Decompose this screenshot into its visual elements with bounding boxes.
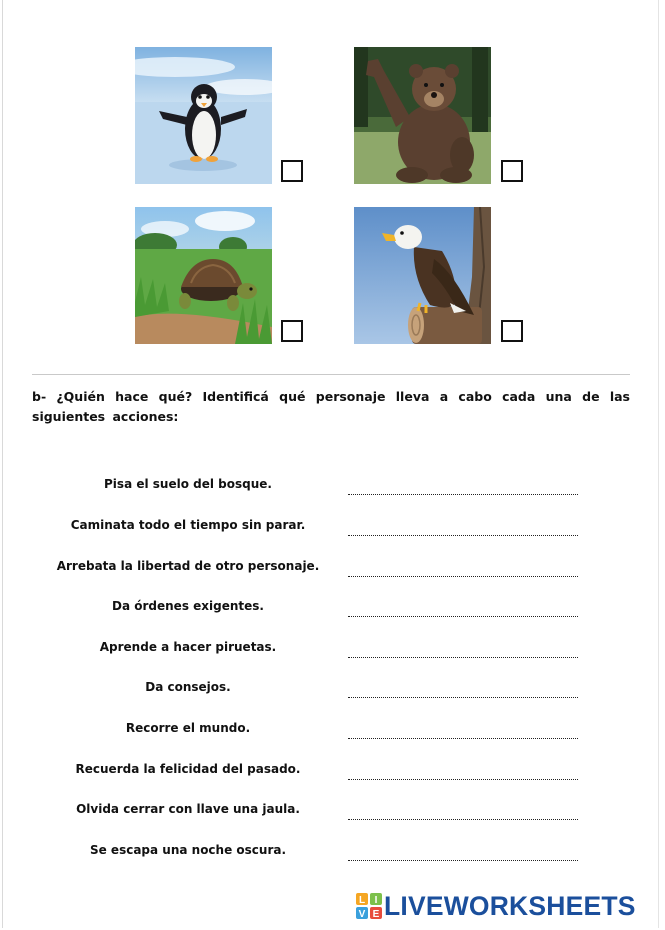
svg-text:V: V <box>358 909 366 919</box>
turtle-image <box>135 207 272 344</box>
eagle-checkbox[interactable] <box>501 320 523 342</box>
answer-field[interactable] <box>348 722 578 739</box>
answer-field[interactable] <box>348 600 578 617</box>
answer-field[interactable] <box>348 763 578 780</box>
svg-text:L: L <box>358 895 366 906</box>
question-heading: b- ¿Quién hace qué? Identificá qué personaje lleva a cabo cada una de las siguientes acciones: <box>32 389 630 424</box>
bear-image <box>354 47 491 184</box>
action-row <box>32 800 630 820</box>
answer-field[interactable] <box>348 641 578 658</box>
page-border <box>2 0 659 928</box>
action-text: Caminata todo el tiempo sin parar. <box>70 518 306 532</box>
answer-field[interactable] <box>348 478 578 495</box>
action-text: Olvida cerrar con llave una jaula. <box>76 802 300 816</box>
action-text: Aprende a hacer piruetas. <box>99 640 277 654</box>
brand-name: LIVEWORKSHEETS <box>384 891 636 921</box>
action-row <box>32 557 630 577</box>
svg-text:I: I <box>374 895 378 906</box>
action-text: Pisa el suelo del bosque. <box>104 477 272 491</box>
action-text: Recorre el mundo. <box>125 721 251 735</box>
answer-field[interactable] <box>348 681 578 698</box>
bear-checkbox[interactable] <box>501 160 523 182</box>
section-divider <box>32 374 630 375</box>
svg-text:E: E <box>372 909 380 919</box>
action-row <box>32 841 630 861</box>
action-row <box>32 597 630 617</box>
action-row <box>32 475 630 495</box>
liveworksheets-logo[interactable] <box>356 891 636 921</box>
action-row <box>32 516 630 536</box>
penguin-image <box>135 47 272 184</box>
answer-field[interactable] <box>348 560 578 577</box>
answer-field[interactable] <box>348 844 578 861</box>
action-text: Da consejos. <box>145 680 231 694</box>
turtle-checkbox[interactable] <box>281 320 303 342</box>
action-text: Se escapa una noche oscura. <box>89 843 287 857</box>
action-text: Da órdenes exigentes. <box>112 599 264 613</box>
answer-field[interactable] <box>348 519 578 536</box>
action-row <box>32 638 630 658</box>
eagle-image <box>354 207 491 344</box>
liveworksheets-logo-icon <box>356 893 382 919</box>
penguin-checkbox[interactable] <box>281 160 303 182</box>
action-text: Arrebata la libertad de otro personaje. <box>56 559 320 573</box>
action-row <box>32 719 630 739</box>
action-row <box>32 678 630 698</box>
action-text: Recuerda la felicidad del pasado. <box>75 762 301 776</box>
action-row <box>32 760 630 780</box>
answer-field[interactable] <box>348 803 578 820</box>
